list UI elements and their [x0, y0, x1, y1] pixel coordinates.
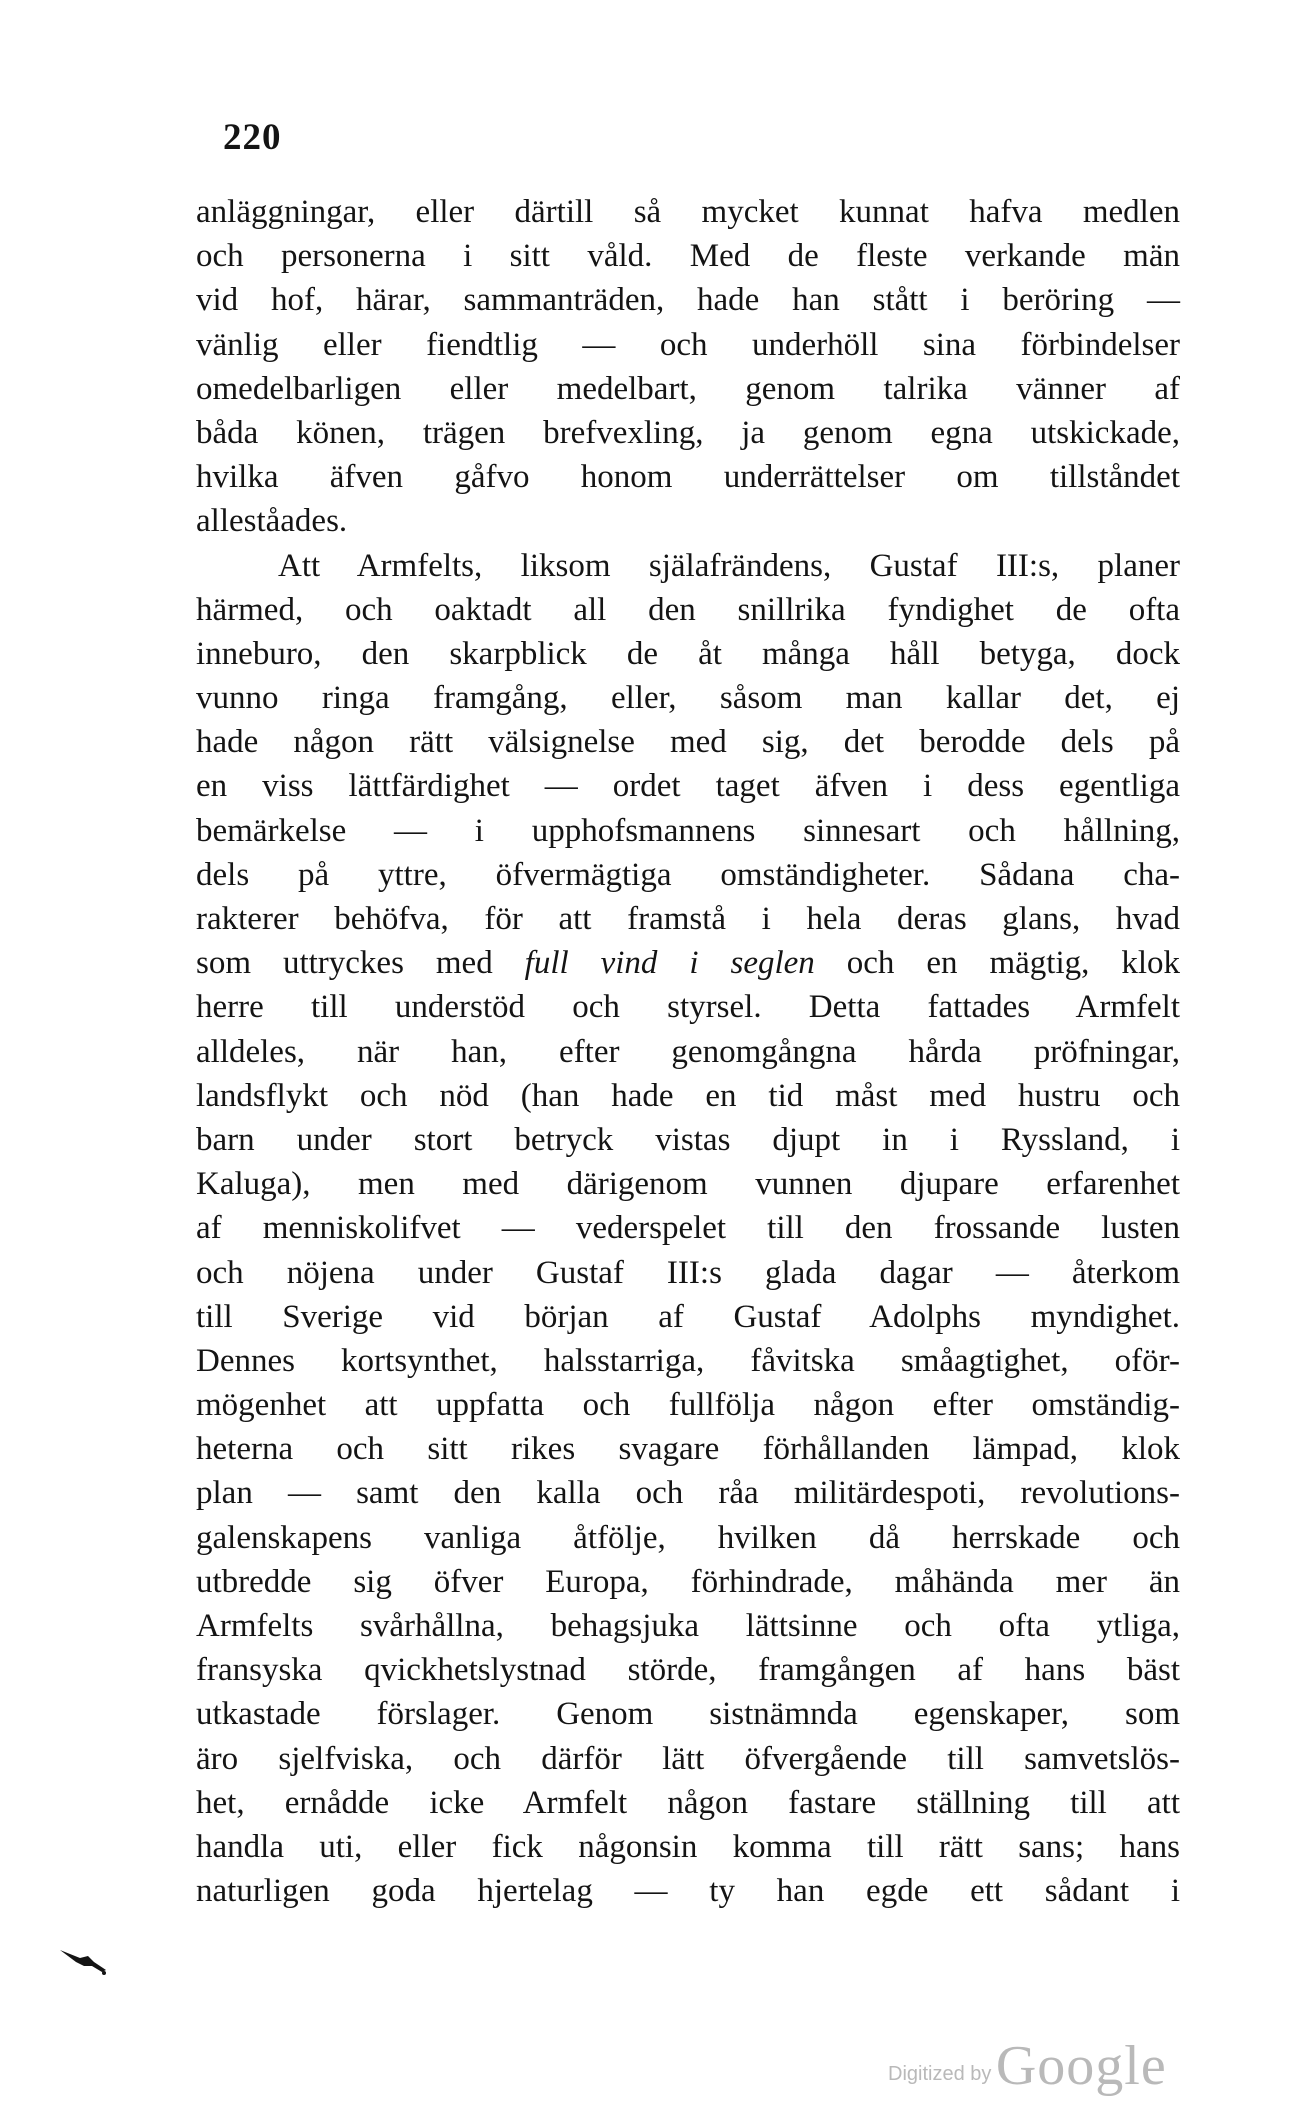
- text-line: anläggningar, eller därtill så mycket kunnat hafva medlen: [196, 194, 1180, 230]
- text-line: Att Armfelts, liksom själafrändens, Gustaf III:s, planer: [278, 547, 1180, 584]
- text-line: och personerna i sitt våld. Med de fleste verkande män: [196, 238, 1180, 275]
- digitized-watermark: [888, 2034, 1167, 2098]
- text-line: alldeles, när han, efter genomgångna hårda pröfningar,: [196, 1033, 1180, 1070]
- text-line: mögenhet att uppfatta och fullfölja någon efter omständig-: [196, 1387, 1180, 1424]
- text-line: dels på yttre, öfvermägtiga omständigheter. Sådana cha-: [196, 856, 1180, 893]
- text-line: rakterer behöfva, för att framstå i hela deras glans, hvad: [196, 901, 1180, 937]
- text-line: af menniskolifvet — vederspelet till den frossande lusten: [196, 1210, 1180, 1247]
- text-line: handla uti, eller fick någonsin komma till rätt sans; hans: [196, 1828, 1180, 1865]
- text-line: utbredde sig öfver Europa, förhindrade, måhända mer än: [196, 1563, 1180, 1600]
- text-line: landsflykt och nöd (han hade en tid måst med hustru och: [196, 1077, 1180, 1114]
- emphasized-phrase: full vind i seglen: [524, 945, 815, 982]
- text-line: till Sverige vid början af Gustaf Adolphs myndighet.: [196, 1298, 1180, 1335]
- text-line: galenskapens vanliga åtfölje, hvilken då herrskade och: [196, 1519, 1180, 1556]
- text-line: barn under stort betryck vistas djupt in i Ryssland, i: [196, 1121, 1180, 1158]
- text-line: inneburo, den skarpblick de åt många håll betyga, dock: [196, 635, 1180, 672]
- text-line: vänlig eller fiendtlig — och underhöll sina förbindelser: [196, 326, 1180, 363]
- text-line: en viss lättfärdighet — ordet taget äfven i dess egentliga: [196, 768, 1180, 805]
- text-line: plan — samt den kalla och råa militärdespoti, revolutions-: [196, 1475, 1180, 1512]
- text-line: naturligen goda hjertelag — ty han egde ett sådant i: [196, 1873, 1180, 1910]
- text-line: båda könen, trägen brefvexling, ja genom egna utskickade,: [196, 414, 1180, 451]
- hand-pointer-icon: [58, 1946, 110, 1976]
- watermark-brand: Google: [995, 2035, 1167, 2097]
- text-line: omedelbarligen eller medelbart, genom talrika vänner af: [196, 370, 1180, 407]
- text-line: och nöjena under Gustaf III:s glada dagar — återkom: [196, 1254, 1180, 1291]
- page-number: 220: [223, 117, 282, 158]
- text-line: som uttryckes med full vind i seglen och en mägtig, klok: [196, 945, 1180, 982]
- text-line: hade någon rätt välsignelse med sig, det berodde dels på: [196, 724, 1180, 761]
- text-line: vid hof, härar, sammanträden, hade han stått i beröring —: [196, 282, 1180, 319]
- text-line: Kaluga), men med därigenom vunnen djupare erfarenhet: [196, 1166, 1180, 1203]
- body-text: [196, 190, 1180, 1913]
- text-line: Dennes kortsynthet, halsstarriga, fåvitska småagtighet, oför-: [196, 1342, 1180, 1379]
- text-line: fransyska qvickhetslystnad störde, framgången af hans bäst: [196, 1652, 1180, 1689]
- text-line: het, ernådde icke Armfelt någon fastare ställning till att: [196, 1784, 1180, 1821]
- text-line: heterna och sitt rikes svagare förhållanden lämpad, klok: [196, 1431, 1180, 1468]
- text-line: Armfelts svårhållna, behagsjuka lättsinne och ofta ytliga,: [196, 1608, 1180, 1644]
- text-line: utkastade förslager. Genom sistnämnda egenskaper, som: [196, 1696, 1180, 1733]
- text-line: hvilka äfven gåfvo honom underrättelser om tillståndet: [196, 459, 1180, 496]
- text-line: härmed, och oaktadt all den snillrika fyndighet de ofta: [196, 591, 1180, 628]
- text-line: vunno ringa framgång, eller, såsom man kallar det, ej: [196, 680, 1180, 717]
- text-line: bemärkelse — i upphofsmannens sinnesart och hållning,: [196, 812, 1180, 849]
- text-line: herre till understöd och styrsel. Detta fattades Armfelt: [196, 989, 1180, 1026]
- watermark-prefix: Digitized by: [888, 2063, 992, 2085]
- text-line: alleståades.: [196, 503, 348, 540]
- text-line: äro sjelfviska, och därför lätt öfvergående till samvetslös-: [196, 1740, 1180, 1777]
